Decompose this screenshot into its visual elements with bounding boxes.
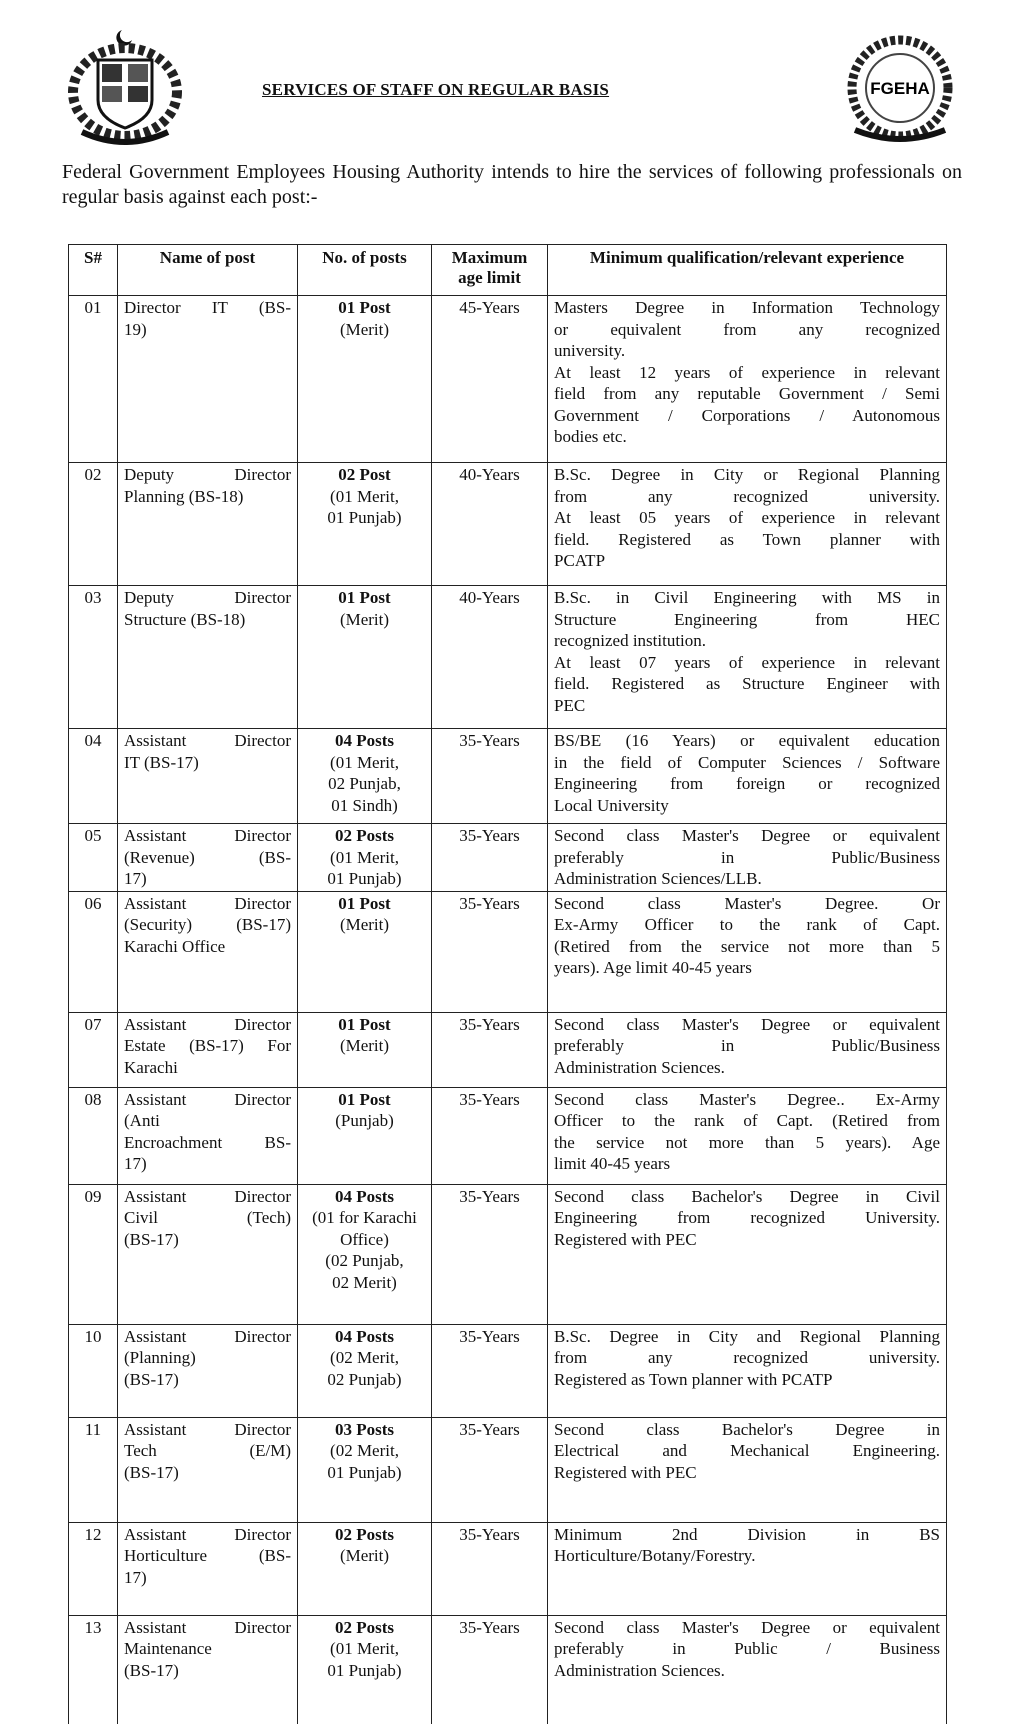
table-row xyxy=(69,1184,947,1324)
post-name-cell xyxy=(118,1615,298,1724)
post-distribution: 02 Punjab, xyxy=(328,774,401,793)
post-count: 02 Posts xyxy=(334,1524,395,1544)
post-count: 02 Post xyxy=(338,465,391,484)
post-distribution: (01 Merit, xyxy=(330,486,399,506)
post-name-line: Encroachment BS- xyxy=(124,1132,291,1152)
post-name-cell xyxy=(118,1417,298,1522)
post-name-line: (Planning) xyxy=(124,1348,196,1367)
post-distribution: (Punjab) xyxy=(335,1111,394,1130)
serial-number-cell: 02 xyxy=(69,463,118,586)
post-distribution: 01 Punjab) xyxy=(327,1462,402,1482)
table-row xyxy=(69,1417,947,1522)
post-distribution: (Merit) xyxy=(339,915,390,934)
post-name-line: Assistant Director xyxy=(124,1089,291,1109)
no-of-posts-cell xyxy=(298,1615,432,1724)
no-of-posts-cell xyxy=(298,586,432,729)
serial-number-cell: 05 xyxy=(69,824,118,892)
post-name-line: Assistant Director xyxy=(124,1186,291,1206)
serial-number-cell: 07 xyxy=(69,1012,118,1087)
post-name-line: Deputy Director xyxy=(124,465,291,484)
post-name-line: Assistant Director xyxy=(124,826,291,845)
pakistan-state-emblem-logo xyxy=(62,22,188,150)
fgeha-logo-text: FGEHA xyxy=(870,79,930,98)
post-name-line: 19) xyxy=(124,319,147,339)
qualification-line: from any recognized university. xyxy=(554,486,940,506)
qualification-line: Ex-Army Officer to the rank of Capt. xyxy=(554,915,940,934)
post-count: 02 Posts xyxy=(334,1617,395,1637)
fgeha-logo xyxy=(835,30,965,150)
age-limit-cell: 40-Years xyxy=(432,463,548,586)
qualification-line: years). Age limit 40-45 years xyxy=(554,958,752,977)
post-count: 03 Posts xyxy=(334,1419,395,1439)
post-name-line: Karachi xyxy=(124,1057,178,1077)
qualification-line: Local University xyxy=(554,795,669,815)
age-limit-cell: 40-Years xyxy=(432,586,548,729)
post-count: 01 Post xyxy=(338,1014,391,1034)
qualification-line: field. Registered as Town planner with xyxy=(554,529,940,549)
table-row xyxy=(69,729,947,824)
table-row xyxy=(69,296,947,463)
serial-number-cell: 09 xyxy=(69,1184,118,1324)
qualification-line: Second class Master's Degree. Or xyxy=(554,893,940,913)
post-name-cell xyxy=(118,1522,298,1615)
post-name-line: (Revenue) (BS- xyxy=(124,847,291,867)
qualification-line: or equivalent from any recognized xyxy=(554,319,940,339)
post-name-line: (BS-17) xyxy=(124,1660,179,1680)
serial-number-cell: 03 xyxy=(69,586,118,729)
no-of-posts-cell xyxy=(298,1012,432,1087)
table-row xyxy=(69,586,947,729)
post-name-line: Civil (Tech) xyxy=(124,1208,291,1227)
post-distribution: 01 Punjab) xyxy=(327,1660,402,1680)
serial-number-cell: 11 xyxy=(69,1417,118,1522)
qualification-cell xyxy=(548,586,947,729)
intro-paragraph: Federal Government Employees Housing Authority intends to hire the services of following professionals on regular basis against each post:- xyxy=(62,161,962,208)
header-qualification: Minimum qualification/relevant experience xyxy=(548,245,947,296)
age-limit-cell: 35-Years xyxy=(432,1615,548,1724)
table-row xyxy=(69,1324,947,1417)
qualification-line: limit 40-45 years xyxy=(554,1154,671,1173)
table-row xyxy=(69,463,947,586)
qualification-line: Horticulture/Botany/Forestry. xyxy=(554,1546,756,1565)
page-title: SERVICES OF STAFF ON REGULAR BASIS xyxy=(262,80,610,99)
qualification-line: Second class Master's Degree or equivalent xyxy=(554,826,940,845)
post-name-cell xyxy=(118,1012,298,1087)
post-distribution: (Merit) xyxy=(339,609,390,629)
qualification-line: university. xyxy=(554,341,626,360)
serial-number-cell: 04 xyxy=(69,729,118,824)
qualification-cell xyxy=(548,1522,947,1615)
post-name-cell xyxy=(118,891,298,1012)
post-name-cell xyxy=(118,296,298,463)
qualification-line: Administration Sciences. xyxy=(554,1660,725,1680)
no-of-posts-cell xyxy=(298,824,432,892)
post-name-cell xyxy=(118,463,298,586)
post-distribution: (Merit) xyxy=(339,1546,390,1565)
header-name-of-post: Name of post xyxy=(118,245,298,296)
post-name-line: Structure (BS-18) xyxy=(124,609,246,629)
post-name-line: Assistant Director xyxy=(124,1419,291,1439)
post-name-cell xyxy=(118,1184,298,1324)
post-count: 04 Posts xyxy=(334,731,395,750)
qualification-line: B.Sc. Degree in City or Regional Planning xyxy=(554,465,940,484)
post-distribution: 01 Punjab) xyxy=(327,508,402,527)
table-row xyxy=(69,1012,947,1087)
table-row xyxy=(69,1615,947,1724)
post-name-line: Deputy Director xyxy=(124,588,291,607)
qualification-line: Second class Master's Degree.. Ex-Army xyxy=(554,1089,940,1109)
qualification-line: Minimum 2nd Division in BS xyxy=(554,1524,940,1544)
qualification-cell xyxy=(548,463,947,586)
qualification-line: Structure Engineering from HEC xyxy=(554,609,940,629)
no-of-posts-cell xyxy=(298,296,432,463)
post-name-line: Estate (BS-17) For xyxy=(124,1036,291,1055)
post-name-line: Assistant Director xyxy=(124,893,291,913)
qualification-line: B.Sc. in Civil Engineering with MS in xyxy=(554,588,940,607)
post-count: 01 Post xyxy=(338,893,391,913)
qualification-cell xyxy=(548,1087,947,1184)
age-limit-cell: 35-Years xyxy=(432,729,548,824)
post-name-cell xyxy=(118,586,298,729)
qualification-line: the service not more than 5 years). Age xyxy=(554,1132,940,1152)
post-count: 01 Post xyxy=(338,1089,391,1109)
post-name-line: (BS-17) xyxy=(124,1369,179,1389)
post-name-line: 17) xyxy=(124,1154,147,1173)
no-of-posts-cell xyxy=(298,1184,432,1324)
age-limit-cell: 35-Years xyxy=(432,1184,548,1324)
qualification-line: bodies etc. xyxy=(554,427,627,446)
no-of-posts-cell xyxy=(298,729,432,824)
qualification-line: Masters Degree in Information Technology xyxy=(554,298,940,317)
qualification-line: Government / Corporations / Autonomous xyxy=(554,405,940,425)
post-name-line: Assistant Director xyxy=(124,1524,291,1544)
post-name-line: Assistant Director xyxy=(124,1326,291,1346)
serial-number-cell: 10 xyxy=(69,1324,118,1417)
post-distribution: 02 Punjab) xyxy=(327,1369,402,1389)
post-name-cell xyxy=(118,824,298,892)
age-limit-cell: 45-Years xyxy=(432,296,548,463)
qualification-line: Administration Sciences. xyxy=(554,1057,725,1077)
table-row xyxy=(69,1087,947,1184)
post-count: 01 Post xyxy=(338,588,391,607)
posts-table xyxy=(68,244,947,1724)
qualification-cell xyxy=(548,1184,947,1324)
header-serial: S# xyxy=(69,245,118,296)
qualification-line: Administration Sciences/LLB. xyxy=(554,869,762,888)
post-distribution: (02 Merit, xyxy=(330,1441,399,1460)
post-distribution: (01 for Karachi xyxy=(312,1208,417,1227)
qualification-line: At least 12 years of experience in relevant xyxy=(554,362,940,382)
qualification-line: Second class Bachelor's Degree in Civil xyxy=(554,1186,940,1206)
qualification-line: Registered with PEC xyxy=(554,1462,697,1482)
table-body xyxy=(69,296,947,1724)
qualification-line: BS/BE (16 Years) or equivalent education xyxy=(554,731,940,750)
qualification-line: PEC xyxy=(554,695,586,715)
qualification-line: Registered as Town planner with PCATP xyxy=(554,1369,833,1389)
table-row xyxy=(69,891,947,1012)
serial-number-cell: 12 xyxy=(69,1522,118,1615)
post-count: 04 Posts xyxy=(334,1326,395,1346)
post-name-line: 17) xyxy=(124,869,147,888)
no-of-posts-cell xyxy=(298,1324,432,1417)
post-name-line: (Anti xyxy=(124,1111,160,1130)
age-limit-cell: 35-Years xyxy=(432,1324,548,1417)
post-distribution: (02 Merit, xyxy=(330,1348,399,1367)
qualification-line: Officer to the rank of Capt. (Retired from xyxy=(554,1111,940,1130)
post-name-cell xyxy=(118,1324,298,1417)
qualification-line: preferably in Public / Business xyxy=(554,1639,940,1658)
qualification-line: Engineering from recognized University. xyxy=(554,1208,940,1227)
qualification-line: PCATP xyxy=(554,551,606,570)
no-of-posts-cell xyxy=(298,1417,432,1522)
post-name-line: Assistant Director xyxy=(124,731,291,750)
post-count: 04 Posts xyxy=(334,1186,395,1206)
post-name-line: (Security) (BS-17) xyxy=(124,915,291,934)
qualification-cell xyxy=(548,1615,947,1724)
post-name-line: 17) xyxy=(124,1567,147,1587)
qualification-line: field from any reputable Government / Semi xyxy=(554,384,940,403)
qualification-line: At least 07 years of experience in relevant xyxy=(554,652,940,672)
post-name-line: Karachi Office xyxy=(124,936,226,956)
age-limit-cell: 35-Years xyxy=(432,891,548,1012)
post-distribution: (01 Merit, xyxy=(330,1639,399,1658)
qualification-cell xyxy=(548,729,947,824)
qualification-cell xyxy=(548,824,947,892)
post-name-line: IT (BS-17) xyxy=(124,752,199,772)
serial-number-cell: 13 xyxy=(69,1615,118,1724)
header-no-of-posts: No. of posts xyxy=(298,245,432,296)
post-distribution: (01 Merit, xyxy=(330,752,399,772)
post-name-line: Assistant Director xyxy=(124,1014,291,1034)
post-name-cell xyxy=(118,729,298,824)
qualification-cell xyxy=(548,296,947,463)
post-distribution: Office) xyxy=(340,1229,389,1249)
no-of-posts-cell xyxy=(298,1087,432,1184)
post-distribution: (01 Merit, xyxy=(330,847,399,867)
post-distribution: (Merit) xyxy=(339,1036,390,1055)
age-limit-cell: 35-Years xyxy=(432,1522,548,1615)
no-of-posts-cell xyxy=(298,891,432,1012)
post-distribution: 02 Merit) xyxy=(332,1272,397,1292)
serial-number-cell: 06 xyxy=(69,891,118,1012)
qualification-line: Registered with PEC xyxy=(554,1229,697,1249)
post-count: 02 Posts xyxy=(334,826,395,845)
post-distribution: 01 Punjab) xyxy=(327,869,402,888)
qualification-line: Second class Bachelor's Degree in xyxy=(554,1419,940,1439)
qualification-line: in the field of Computer Sciences / Software xyxy=(554,752,940,772)
qualification-line: field. Registered as Structure Engineer with xyxy=(554,674,940,693)
serial-number-cell: 01 xyxy=(69,296,118,463)
post-name-line: (BS-17) xyxy=(124,1462,179,1482)
qualification-line: preferably in Public/Business xyxy=(554,847,940,867)
table-row xyxy=(69,1522,947,1615)
table-header-row xyxy=(69,245,947,296)
age-limit-cell: 35-Years xyxy=(432,1012,548,1087)
qualification-cell xyxy=(548,1417,947,1522)
no-of-posts-cell xyxy=(298,1522,432,1615)
qualification-cell xyxy=(548,891,947,1012)
post-name-line: Assistant Director xyxy=(124,1617,291,1637)
post-distribution: 01 Sindh) xyxy=(331,795,398,815)
qualification-line: At least 05 years of experience in relevant xyxy=(554,508,940,527)
qualification-cell xyxy=(548,1012,947,1087)
qualification-line: (Retired from the service not more than 5 xyxy=(554,936,940,956)
qualification-line: Second class Master's Degree or equivalent xyxy=(554,1617,940,1637)
no-of-posts-cell xyxy=(298,463,432,586)
serial-number-cell: 08 xyxy=(69,1087,118,1184)
post-name-line: Tech (E/M) xyxy=(124,1441,291,1460)
post-name-cell xyxy=(118,1087,298,1184)
age-limit-cell: 35-Years xyxy=(432,1087,548,1184)
post-name-line: Horticulture (BS- xyxy=(124,1546,291,1565)
post-name-line: Director IT (BS- xyxy=(124,298,291,317)
age-limit-cell: 35-Years xyxy=(432,824,548,892)
post-name-line: (BS-17) xyxy=(124,1229,179,1249)
qualification-line: Electrical and Mechanical Engineering. xyxy=(554,1441,940,1460)
post-distribution: (Merit) xyxy=(339,319,390,339)
qualification-line: B.Sc. Degree in City and Regional Planning xyxy=(554,1326,940,1346)
qualification-line: preferably in Public/Business xyxy=(554,1036,940,1055)
post-distribution: (02 Punjab, xyxy=(325,1251,404,1270)
post-count: 01 Post xyxy=(338,298,391,317)
table-row xyxy=(69,824,947,892)
age-limit-cell: 35-Years xyxy=(432,1417,548,1522)
post-name-line: Planning (BS-18) xyxy=(124,486,244,506)
qualification-line: from any recognized university. xyxy=(554,1348,940,1367)
header-max-age: Maximum age limit xyxy=(432,245,548,296)
qualification-line: recognized institution. xyxy=(554,631,707,650)
qualification-line: Engineering from foreign or recognized xyxy=(554,774,940,793)
qualification-line: Second class Master's Degree or equivalent xyxy=(554,1014,940,1034)
qualification-cell xyxy=(548,1324,947,1417)
post-name-line: Maintenance xyxy=(124,1639,212,1658)
